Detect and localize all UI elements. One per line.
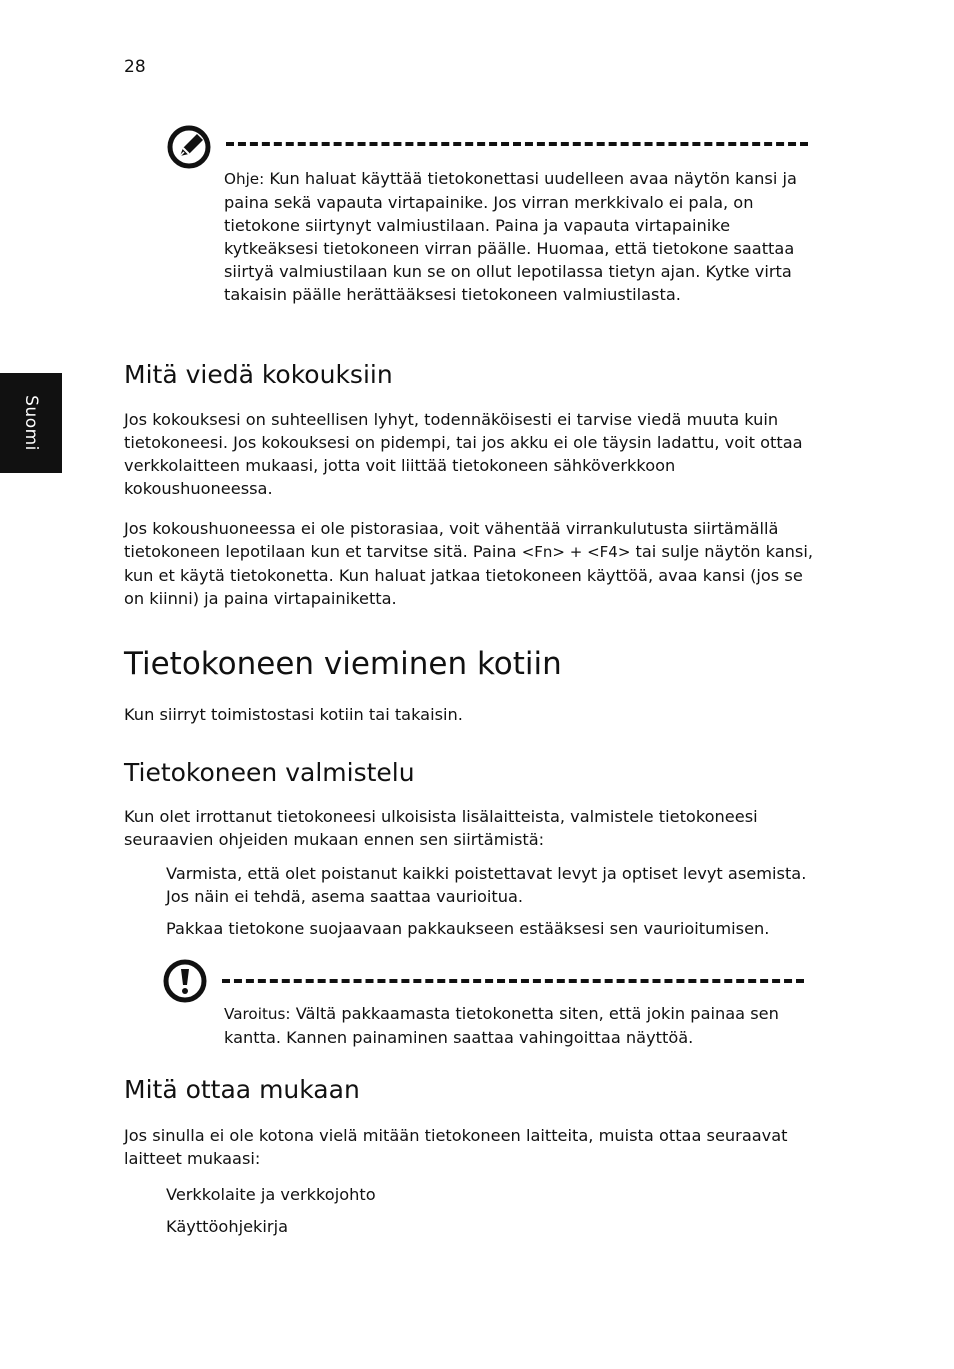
list-item: Käyttöohjekirja: [166, 1217, 288, 1236]
warning-text: Vältä pakkaamasta tietokonetta siten, että jokin painaa sen kantta. Kannen painaminen saattaa vahingoittaa näyttöä.: [224, 1004, 779, 1047]
side-tab-label: Suomi: [21, 395, 41, 451]
language-side-tab: [0, 373, 62, 473]
note-box: [224, 167, 804, 306]
note-label: Ohje:: [224, 170, 265, 188]
paragraph: Kun olet irrottanut tietokoneesi ulkoisista lisälaitteista, valmistele tietokoneesi seuraavien ohjeiden mukaan ennen sen siirtämistä:: [124, 807, 758, 849]
paragraph: Jos kokouksesi on suhteellisen lyhyt, todennäköisesti ei tarvise viedä muuta kuin tietokoneesi. Jos kokouksesi on pidempi, tai jos akku ei ole täysin ladattu, voit ottaa verkkolaitteen mukaasi, jotta voit liittää tietokoneen sähköverkkoon kokoushuoneessa.: [124, 410, 803, 498]
section-heading-preparation: Tietokoneen valmistelu: [124, 758, 415, 787]
exclamation-icon: [162, 958, 208, 1004]
paragraph: Jos sinulla ei ole kotona vielä mitään tietokoneen laitteita, muista ottaa seuraavat laitteet mukaasi:: [124, 1126, 788, 1168]
chapter-title: Tietokoneen vieminen kotiin: [124, 646, 562, 682]
section-heading-what-to-bring: Mitä ottaa mukaan: [124, 1075, 360, 1104]
list-item: Varmista, että olet poistanut kaikki poistettavat levyt ja optiset levyt asemista. Jos näin ei tehdä, asema saattaa vaurioitua.: [166, 864, 807, 906]
key-combination: <Fn> + <F4>: [521, 543, 631, 561]
page-number: 28: [124, 57, 146, 77]
section-heading-meetings: Mitä viedä kokouksiin: [124, 360, 393, 389]
warning-box: [224, 1002, 804, 1049]
note-pencil-icon: [166, 124, 212, 170]
list-item: Verkkolaite ja verkkojohto: [166, 1185, 376, 1204]
warning-divider: [222, 979, 804, 983]
list-item: Pakkaa tietokone suojaavaan pakkaukseen estääksesi sen vaurioitumisen.: [166, 919, 770, 938]
paragraph: Jos kokoushuoneessa ei ole pistorasiaa, voit vähentää virrankulutusta siirtämällä tietokoneen lepotilaan kun et tarvitse sitä. Paina <Fn> + <F4> tai sulje näytön kansi, kun et käytä tietokonetta. Kun haluat jatkaa tietokoneen käyttöä, avaa kansi (jos se on kiinni) ja paina virtapainiketta.: [124, 519, 813, 608]
warning-label: Varoitus:: [224, 1005, 291, 1023]
note-divider: [226, 142, 808, 146]
note-text: Kun haluat käyttää tietokonettasi uudelleen avaa näytön kansi ja paina sekä vapauta virtapainike. Jos virran merkkivalo ei pala, on tietokone siirtynyt valmiustilaan. Paina ja vapauta virtapainike kytkeäksesi tietokoneen virran päälle. Huomaa, että tietokone saattaa siirtyä valmiustilaan kun se on ollut lepotilassa tietyn ajan. Kytke virta takaisin päälle herättääksesi tietokoneen valmiustilasta.: [224, 169, 797, 304]
chapter-intro: Kun siirryt toimistostasi kotiin tai takaisin.: [124, 705, 463, 724]
